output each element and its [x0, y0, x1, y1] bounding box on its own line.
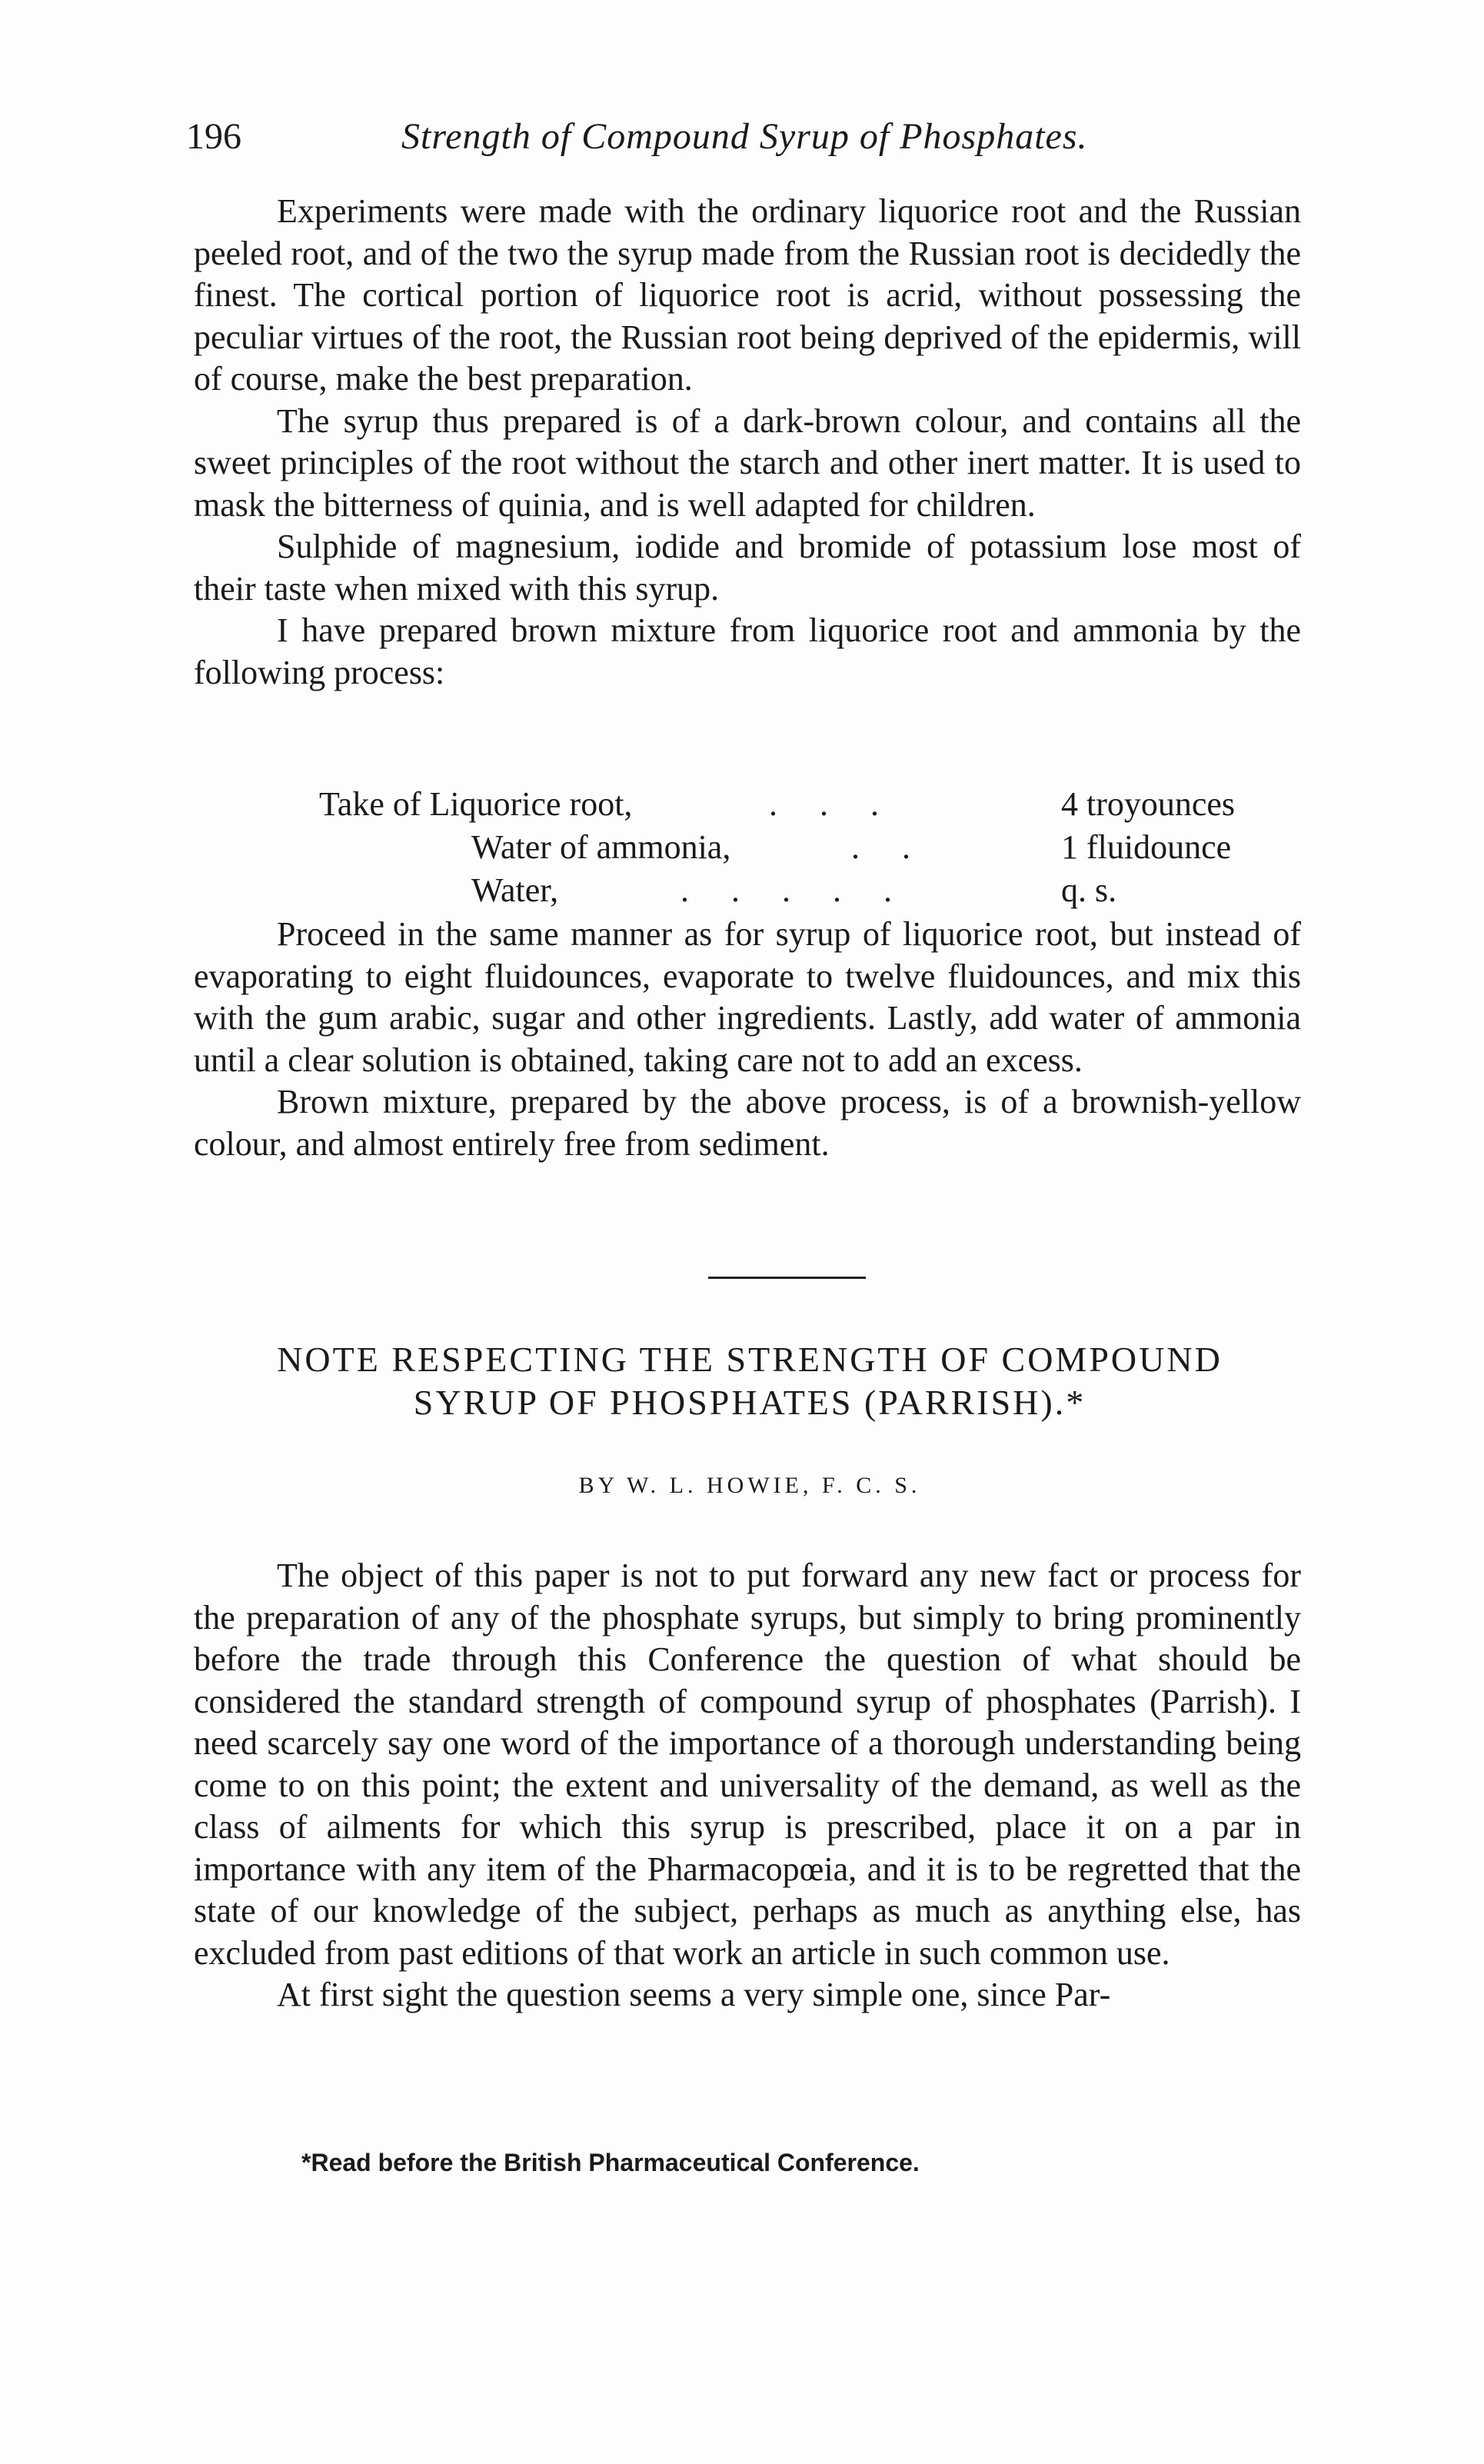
paragraph: Proceed in the same manner as for syrup of liquorice root, but instead of evaporating to eight fluidounces, evaporate to twelve fluidounces, and mix this with the gum arabic, sugar and other ingredients. Lastly, add water of ammonia until a clear solution is obtained, taking care not to add an excess.	[194, 915, 1301, 1079]
leader-dots: . .	[851, 828, 910, 866]
article-title-line: SYRUP OF PHOSPHATES (PARRISH).*	[413, 1383, 1086, 1422]
article-title	[185, 1338, 1315, 1424]
leader-dots: . . . . .	[680, 871, 892, 909]
paragraph: Experiments were made with the ordinary liquorice root and the Russian peeled root, and of the two the syrup made from the Russian root is decidedly the finest. The cortical portion of liquorice root is acrid, without possessing the peculiar virtues of the root, the Russian root being deprived of the epidermis, will of course, make the best preparation.	[194, 192, 1301, 398]
prescription-ingredient: Water,	[471, 871, 559, 909]
prescription-quantity: 4 troyounces	[1061, 785, 1236, 823]
article-body	[194, 1555, 1301, 2016]
section-divider	[708, 1277, 866, 1279]
paragraph: The object of this paper is not to put forward any new fact or process for the preparation of any of the phosphate syrups, but simply to bring prominently before the trade through this Conference the question of what should be considered the standard strength of compound syrup of phosphates (Parrish). I need scarcely say one word of the importance of a thorough understanding being come to on this point; the extent and universality of the demand, as well as the class of ailments for which this syrup is prescribed, place it on a par in importance with any item of the Pharmacopœia, and it is to be regretted that the state of our knowledge of the subject, perhaps as much as anything else, has excluded from past editions of that work an article in such common use.	[194, 1557, 1301, 1972]
author-byline: BY W. L. HOWIE, F. C. S.	[578, 1473, 921, 1498]
liquorice-text-block-continued	[194, 914, 1301, 1165]
running-head	[186, 115, 1293, 177]
prescription-row	[319, 784, 1319, 827]
prescription	[319, 784, 1319, 914]
paragraph: I have prepared brown mixture from liquorice root and ammonia by the following process:	[194, 611, 1301, 691]
paragraph: Sulphide of magnesium, iodide and bromide of potassium lose most of their taste when mixed with this syrup.	[194, 528, 1301, 608]
page-number: 196	[186, 116, 241, 157]
footnote: *Read before the British Pharmaceutical Conference.	[301, 2149, 920, 2176]
article-title-line: NOTE RESPECTING THE STRENGTH OF COMPOUND	[277, 1340, 1223, 1379]
paragraph: Brown mixture, prepared by the above process, is of a brownish-yellow colour, and almost entirely free from sediment.	[194, 1083, 1301, 1163]
paragraph: The syrup thus prepared is of a dark-brown colour, and contains all the sweet principles of the root without the starch and other inert matter. It is used to mask the bitterness of quinia, and is well adapted for children.	[194, 401, 1301, 524]
liquorice-text-block	[194, 191, 1301, 694]
prescription-quantity: 1 fluidounce	[1061, 828, 1232, 866]
prescription-ingredient: Take of Liquorice root,	[319, 785, 633, 823]
leader-dots: . . .	[769, 785, 879, 823]
prescription-row	[319, 827, 1319, 871]
running-title: Strength of Compound Syrup of Phosphates.	[401, 116, 1088, 157]
paragraph: At first sight the question seems a very simple one, since Par-	[277, 1976, 1111, 2013]
prescription-row	[319, 871, 1319, 914]
prescription-ingredient: Water of ammonia,	[471, 828, 731, 866]
prescription-quantity: q. s.	[1061, 871, 1117, 909]
